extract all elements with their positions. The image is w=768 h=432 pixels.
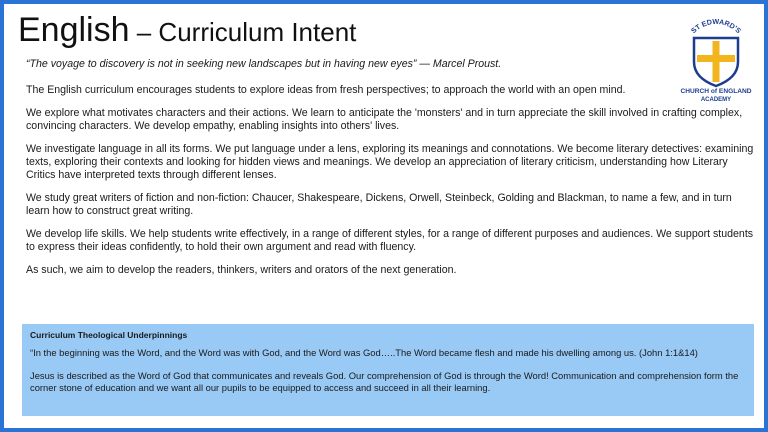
paragraph-life-skills: We develop life skills. We help students write effectively, in a range of different styles, for a range of different purposes and audiences. We support students to express their ideas confidently, to hold their own argument and read with fluency. — [26, 228, 754, 253]
theology-heading: Curriculum Theological Underpinnings — [30, 330, 188, 340]
paragraph-language: We investigate language in all its forms. We put language under a lens, exploring its meanings and connotations. We become literary detectives: examining texts, exploring their contexts and looking for hidden views and meanings. We develop an appreciation of literary criticism, understanding how Literary Critics have interpreted texts through different lenses. — [26, 143, 754, 181]
title-main: English — [18, 11, 130, 49]
page-title — [18, 10, 356, 52]
paragraph-aim: As such, we aim to develop the readers, thinkers, writers and orators of the next generation. — [26, 264, 457, 276]
proust-quote: “The voyage to discovery is not in seeking new landscapes but in having new eyes” — Marcel Proust. — [26, 58, 502, 70]
logo-text-top: ST EDWARD'S — [689, 16, 743, 36]
theology-verse: “In the beginning was the Word, and the Word was with God, and the Word was God…..The Word became flesh and made his dwelling among us. (John 1:1&14) — [30, 347, 698, 358]
paragraph-writers: We study great writers of fiction and non-fiction: Chaucer, Shakespeare, Dickens, Orwell, Steinbeck, Golding and Blackman, to name a few, and in turn learn how to construct great writing. — [26, 192, 732, 217]
logo-text-mid: CHURCH of ENGLAND — [680, 88, 752, 95]
theology-text: Jesus is described as the Word of God that communicates and reveals God. Our comprehension of God is through the Word! Communication and comprehension form the corner stone of education and we want all our pupils to be equipped to access and succeed in all their learning. — [30, 370, 739, 393]
logo-text-bottom: ACADEMY — [700, 97, 732, 102]
theology-box — [22, 324, 754, 416]
curriculum-body — [26, 58, 754, 287]
paragraph-characters: We explore what motivates characters and their actions. We learn to anticipate the 'monsters' and in turn appreciate the skill involved in crafting complex, convincing characters. We develop empathy, enabling insights into others' lives. — [26, 107, 743, 132]
title-subtitle: – Curriculum Intent — [129, 17, 357, 47]
paragraph-intro: The English curriculum encourages students to explore ideas from fresh perspectives; to approach the world with an open mind. — [26, 84, 626, 96]
